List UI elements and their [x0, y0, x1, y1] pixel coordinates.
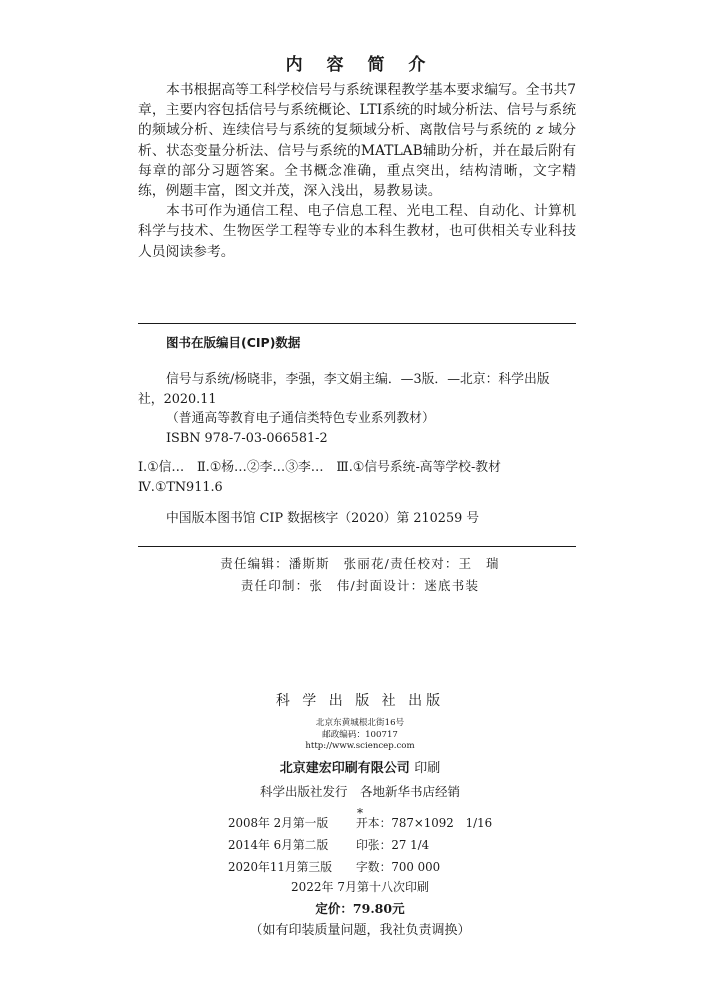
- edition-row: [228, 812, 492, 834]
- page-title: 内 容 简 介: [285, 55, 435, 75]
- edition-date: 2020年11月第三版: [228, 860, 333, 874]
- printer-line: [0, 757, 720, 776]
- publisher-block: [0, 690, 720, 820]
- edition-row: [228, 834, 492, 856]
- separator-star: *: [357, 805, 363, 820]
- printing-info: 2022年 7月第十八次印刷: [291, 880, 429, 894]
- distribution-line: 科学出版社发行 各地新华书店经销: [259, 783, 460, 799]
- cip-title-line: 信号与系统/杨晓非，李强，李文娟主编．—3版．—北京：科学出版: [166, 372, 550, 387]
- cip-publish-date: 社，2020.11: [138, 391, 217, 407]
- cip-classification-2: Ⅳ.①TN911.6: [138, 479, 223, 495]
- edition-detail: 字数：700 000: [356, 860, 441, 874]
- publisher-postcode: 邮政编码：100717: [322, 729, 398, 740]
- cip-top-rule: [138, 323, 576, 324]
- z-variable: z: [536, 122, 544, 139]
- price: 定价：79.80元: [315, 901, 405, 916]
- cip-bottom-rule: [138, 546, 576, 547]
- editors-line-2: 责任印制：张 伟/封面设计：迷底书装: [240, 578, 480, 593]
- edition-row: [228, 856, 492, 878]
- printer-suffix: 印刷: [414, 760, 441, 776]
- publisher-name: 科 学 出 版 社 出版: [275, 693, 445, 709]
- editors-line-1: 责任编辑：潘斯斯 张丽花/责任校对：王 瑞: [220, 556, 500, 571]
- edition-detail: 开本：787×1092 1/16: [356, 816, 493, 830]
- edition-table: [228, 812, 492, 878]
- cip-heading: 图书在版编目(CIP)数据: [166, 335, 301, 350]
- summary-paragraph-1: [138, 80, 576, 201]
- edition-date: 2008年 2月第一版: [228, 816, 329, 830]
- content-summary: [138, 80, 576, 262]
- summary-paragraph-1-part-b: 域分析、状态变量分析法、信号与系统的MATLAB辅助分析，并在最后附有每章的部分习题答案。全书概念准确，重点突出，结构清晰，文字精练，例题丰富，图文并茂，深入浅出，易教易读。: [138, 122, 577, 200]
- quality-notice: （如有印装质量问题，我社负责调换）: [249, 923, 471, 938]
- cip-series: （普通高等教育电子通信类特色专业系列教材）: [166, 411, 435, 426]
- edition-date: 2014年 6月第二版: [228, 838, 329, 852]
- publisher-address: 北京东黄城根北街16号: [315, 718, 405, 728]
- summary-paragraph-2: 本书可作为通信工程、电子信息工程、光电工程、自动化、计算机科学与技术、生物医学工程等专业的本科生教材，也可供相关专业科技人员阅读参考。: [138, 203, 576, 260]
- cip-classification-1: Ⅰ.①信… Ⅱ.①杨…②李…③李… Ⅲ.①信号系统-高等学校-教材: [138, 460, 501, 475]
- edition-detail: 印张：27 1/4: [356, 838, 430, 852]
- price-block: [0, 876, 720, 942]
- summary-paragraph-1-part-a: 本书根据高等工科学校信号与系统课程教学基本要求编写。全书共7章，主要内容包括信号与系统概论、LTI系统的时域分析法、信号与系统的频域分析、连续信号与系统的复频域分析、离散信号与系统的: [138, 82, 576, 139]
- printer-name: 北京建宏印刷有限公司: [279, 760, 410, 776]
- cip-data: [138, 370, 576, 529]
- publisher-website: http://www.sciencep.com: [305, 741, 415, 751]
- cip-record-number: 中国版本图书馆 CIP 数据核字（2020）第 210259 号: [166, 511, 480, 526]
- responsible-editors: [0, 553, 720, 597]
- cip-isbn: ISBN 978-7-03-066581-2: [166, 430, 328, 446]
